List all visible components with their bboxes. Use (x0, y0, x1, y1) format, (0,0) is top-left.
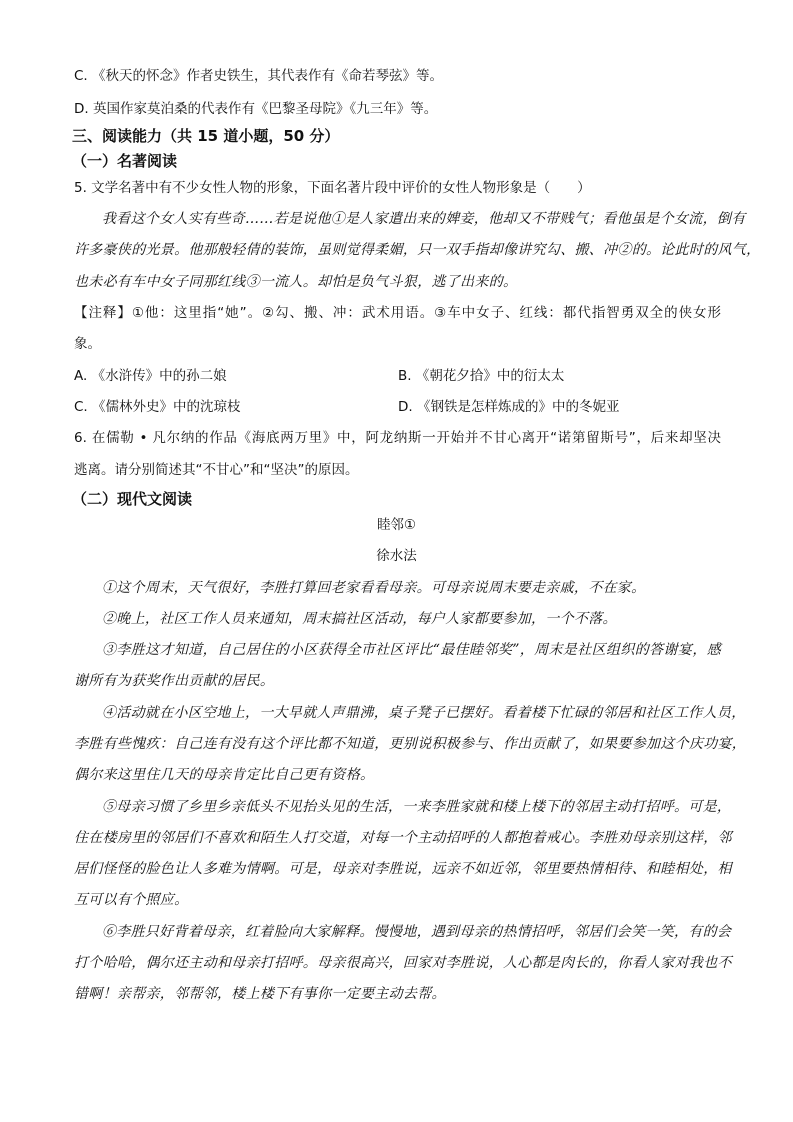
article-paragraph-5: 住在楼房里的邻居们不喜欢和陌生人打交道，对每一个主动招呼的人都抱着戒心。李胜劝母亲别这样，邻 (74, 830, 732, 846)
article-paragraph-5: 居们怪怪的脸色让人多难为情啊。可是，母亲对李胜说，远亲不如近邻，邻里要热情相待、和睦相处，相 (74, 861, 732, 877)
excerpt-line: 也未必有车中女子同那红线③一流人。却怕是负气斗狠，逃了出来的。 (74, 274, 518, 290)
section-title: 三、阅读能力（共 15 道小题，50 分） (72, 127, 340, 145)
option-b: B. 《朝花夕拾》中的衍太太 (398, 368, 565, 384)
article-paragraph-4: 李胜有些愧疚：自己连有没有这个评比都不知道，更别说积极参与、作出贡献了，如果要参加这个庆功宴， (74, 736, 747, 752)
subsection-title-modern: （二）现代文阅读 (72, 490, 193, 508)
article-paragraph-4: ④活动就在小区空地上，一大早就人声鼎沸，桌子凳子已摆好。看着楼下忙碌的邻居和社区工作人员， (102, 705, 746, 721)
article-paragraph-5: ⑤母亲习惯了乡里乡亲低头不见抬头见的生活，一来李胜家就和楼上楼下的邻居主动打招呼。可是， (102, 799, 732, 815)
excerpt-line: 我看这个女人实有些奇……若是说他①是人家遣出来的婢妾，他却又不带贱气；看他虽是个女流，倒有 (102, 211, 746, 227)
article-author: 徐水法 (376, 548, 417, 564)
annotation-note: 【注释】①他：这里指“她”。②勾、搬、冲：武术用语。③车中女子、红线：都代指智勇双全的侠女形 (74, 305, 721, 321)
article-paragraph-3: ③李胜这才知道，自己居住的小区获得全市社区评比“最佳睦邻奖”，周末是社区组织的答谢宴，感 (102, 642, 721, 658)
option-c-prev: C. 《秋天的怀念》作者史铁生，其代表作有《命若琴弦》等。 (74, 68, 444, 84)
article-paragraph-2: ②晚上，社区工作人员来通知，周末搞社区活动，每户人家都要参加，一个不落。 (102, 611, 617, 627)
article-title: 睦邻① (376, 517, 417, 533)
option-d-prev: D. 英国作家莫泊桑的代表作有《巴黎圣母院》《九三年》等。 (74, 101, 438, 117)
article-paragraph-6: 错啊！亲帮亲，邻帮邻，楼上楼下有事你一定要主动去帮。 (74, 986, 446, 1002)
article-paragraph-4: 偶尔来这里住几天的母亲肯定比自己更有资格。 (74, 767, 375, 783)
article-paragraph-1: ①这个周末，天气很好，李胜打算回老家看看母亲。可母亲说周末要走亲戚，不在家。 (102, 580, 646, 596)
option-a: A. 《水浒传》中的孙二娘 (74, 368, 227, 384)
annotation-note: 象。 (74, 336, 101, 352)
option-c: C. 《儒林外史》中的沈琼枝 (74, 399, 241, 415)
question-5-stem: 5. 文学名著中有不少女性人物的形象，下面名著片段中评价的女性人物形象是（ ） (74, 180, 591, 196)
excerpt-line: 许多豪侠的光景。他那般轻倩的装饰，虽则觉得柔媚，只一双手指却像讲究勾、搬、冲②的。论此时的风气， (74, 242, 761, 258)
question-6-text: 逃离。请分别简述其“不甘心”和“坚决”的原因。 (74, 462, 359, 478)
article-paragraph-6: 打个哈哈，偶尔还主动和母亲打招呼。母亲很高兴，回家对李胜说，人心都是肉长的，你看人家对我也不 (74, 955, 732, 971)
article-paragraph-5: 互可以有个照应。 (74, 892, 189, 908)
option-d: D. 《钢铁是怎样炼成的》中的冬妮亚 (398, 399, 620, 415)
article-paragraph-3: 谢所有为获奖作出贡献的居民。 (74, 673, 275, 689)
question-6-text: 6. 在儒勒 • 凡尔纳的作品《海底两万里》中，阿龙纳斯一开始并不甘心离开“诺第留斯号”，后来却坚决 (74, 430, 721, 446)
article-paragraph-6: ⑥李胜只好背着母亲，红着脸向大家解释。慢慢地，遇到母亲的热情招呼，邻居们会笑一笑，有的会 (102, 924, 732, 940)
subsection-title-classics: （一）名著阅读 (72, 152, 178, 170)
